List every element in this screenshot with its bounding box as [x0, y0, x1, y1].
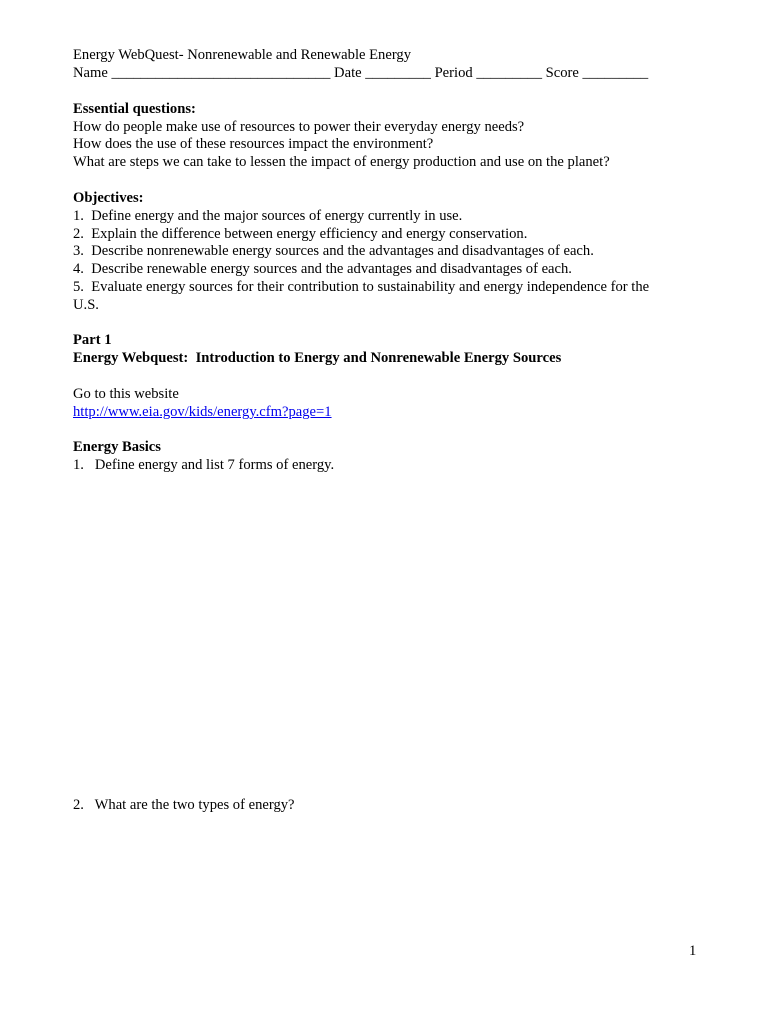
part1-heading: Part 1: [73, 332, 112, 348]
question-1: 1. Define energy and list 7 forms of energy.: [73, 457, 335, 473]
energy-basics-heading: Energy Basics: [73, 439, 161, 455]
essential-question: What are steps we can take to lessen the impact of energy production and use on the planet?: [73, 154, 610, 170]
objectives-heading: Objectives:: [73, 190, 144, 206]
objective-item: 5. Evaluate energy sources for their contribution to sustainability and energy independence for the: [73, 279, 650, 295]
page-number: 1: [689, 943, 697, 959]
objective-item: 2. Explain the difference between energy efficiency and energy conservation.: [73, 226, 528, 242]
essential-question: How do people make use of resources to power their everyday energy needs?: [73, 119, 525, 135]
objective-item-continuation: U.S.: [73, 297, 99, 313]
essential-question: How does the use of these resources impact the environment?: [73, 136, 434, 152]
essential-questions-heading: Essential questions:: [73, 101, 196, 117]
document-title: Energy WebQuest- Nonrenewable and Renewable Energy: [73, 47, 412, 63]
objective-item: 3. Describe nonrenewable energy sources and the advantages and disadvantages of each.: [73, 243, 594, 259]
website-instruction: Go to this website: [73, 386, 179, 402]
objective-item: 4. Describe renewable energy sources and the advantages and disadvantages of each.: [73, 261, 572, 277]
eia-website-link[interactable]: http://www.eia.gov/kids/energy.cfm?page=1: [73, 404, 332, 420]
student-info-line: Name ______________________________ Date _________ Period _________ Score _________: [73, 65, 649, 81]
part1-subheading: Energy Webquest: Introduction to Energy and Nonrenewable Energy Sources: [73, 350, 562, 366]
question-2: 2. What are the two types of energy?: [73, 797, 295, 813]
objective-item: 1. Define energy and the major sources of energy currently in use.: [73, 208, 463, 224]
